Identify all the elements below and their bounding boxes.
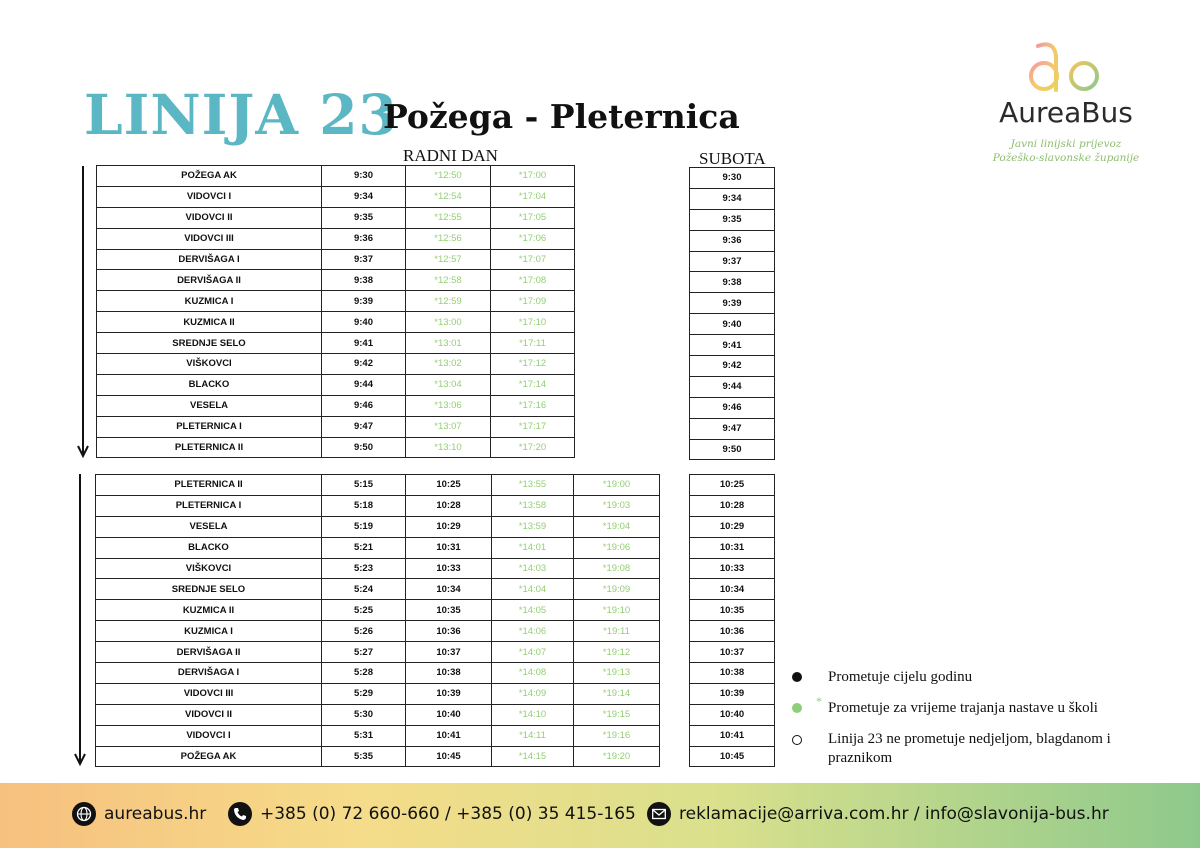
departure-time: *19:08 bbox=[574, 558, 660, 579]
table-row bbox=[96, 642, 660, 663]
saturday-time: 9:40 bbox=[690, 314, 775, 335]
departure-time: *13:06 bbox=[406, 395, 491, 416]
departure-time: *14:01 bbox=[492, 537, 574, 558]
asterisk-mark: * bbox=[816, 694, 822, 708]
saturday-time: 9:37 bbox=[690, 251, 775, 272]
departure-time: 9:35 bbox=[322, 207, 406, 228]
legend-school-text: Prometuje za vrijeme trajanja nastave u školi bbox=[828, 700, 1098, 716]
departure-time: *13:01 bbox=[406, 333, 491, 354]
table-row bbox=[97, 395, 575, 416]
departure-time: *17:12 bbox=[491, 354, 575, 375]
direction-arrow-down-icon bbox=[73, 474, 87, 768]
departure-time: *13:04 bbox=[406, 374, 491, 395]
direction-arrow-down-icon bbox=[76, 166, 90, 460]
logo-mark-icon bbox=[1026, 38, 1106, 94]
route-title: Požega - Pleternica bbox=[383, 97, 740, 136]
saturday-time: 10:39 bbox=[690, 683, 775, 704]
departure-time: *12:55 bbox=[406, 207, 491, 228]
globe-icon bbox=[72, 802, 96, 826]
departure-time: *19:10 bbox=[574, 600, 660, 621]
departure-time: 10:41 bbox=[406, 725, 492, 746]
logo-tagline-2: Požeško-slavonske županije bbox=[992, 152, 1140, 164]
company-logo bbox=[990, 38, 1142, 165]
website-link[interactable]: aureabus.hr bbox=[104, 804, 207, 824]
stop-name: PLETERNICA I bbox=[97, 416, 322, 437]
outbound-weekday-table bbox=[96, 165, 575, 458]
table-row bbox=[690, 746, 775, 767]
stop-name: VESELA bbox=[97, 395, 322, 416]
table-row bbox=[97, 228, 575, 249]
stop-name: DERVIŠAGA I bbox=[96, 663, 322, 684]
table-row bbox=[97, 312, 575, 333]
departure-time: *14:06 bbox=[492, 621, 574, 642]
departure-time: *19:16 bbox=[574, 725, 660, 746]
departure-time: *17:00 bbox=[491, 166, 575, 187]
phone-icon bbox=[228, 802, 252, 826]
departure-time: 5:26 bbox=[322, 621, 406, 642]
stop-name: SREDNJE SELO bbox=[97, 333, 322, 354]
saturday-time: 9:41 bbox=[690, 335, 775, 356]
departure-time: *17:14 bbox=[491, 374, 575, 395]
departure-time: 9:37 bbox=[322, 249, 406, 270]
departure-time: 5:24 bbox=[322, 579, 406, 600]
table-row bbox=[97, 270, 575, 291]
stop-name: PLETERNICA I bbox=[96, 495, 322, 516]
saturday-time: 9:50 bbox=[690, 439, 775, 460]
departure-time: 10:31 bbox=[406, 537, 492, 558]
table-row bbox=[97, 166, 575, 187]
mail-icon bbox=[647, 802, 671, 826]
table-row bbox=[96, 600, 660, 621]
departure-time: 5:23 bbox=[322, 558, 406, 579]
stop-name: VIDOVCI I bbox=[97, 186, 322, 207]
table-row bbox=[690, 209, 775, 230]
saturday-time: 10:25 bbox=[690, 475, 775, 496]
departure-time: 5:27 bbox=[322, 642, 406, 663]
departure-time: 9:36 bbox=[322, 228, 406, 249]
table-row bbox=[97, 437, 575, 458]
table-row bbox=[690, 356, 775, 377]
footer-phone[interactable] bbox=[228, 801, 636, 827]
departure-time: 10:37 bbox=[406, 642, 492, 663]
table-row bbox=[96, 746, 660, 767]
departure-time: 9:38 bbox=[322, 270, 406, 291]
stop-name: PLETERNICA II bbox=[97, 437, 322, 458]
departure-time: *12:50 bbox=[406, 166, 491, 187]
table-row bbox=[690, 439, 775, 460]
stop-name: VESELA bbox=[96, 516, 322, 537]
table-row bbox=[690, 230, 775, 251]
stop-name: VIDOVCI III bbox=[96, 683, 322, 704]
departure-time: 9:47 bbox=[322, 416, 406, 437]
departure-time: *14:07 bbox=[492, 642, 574, 663]
table-row bbox=[96, 579, 660, 600]
saturday-time: 9:35 bbox=[690, 209, 775, 230]
table-row bbox=[96, 621, 660, 642]
stop-name: DERVIŠAGA II bbox=[97, 270, 322, 291]
departure-time: *19:00 bbox=[574, 475, 660, 496]
table-row bbox=[690, 293, 775, 314]
departure-time: 9:40 bbox=[322, 312, 406, 333]
departure-time: *14:15 bbox=[492, 746, 574, 767]
outbound-saturday-table bbox=[689, 167, 775, 460]
saturday-time: 9:42 bbox=[690, 356, 775, 377]
departure-time: *13:02 bbox=[406, 354, 491, 375]
saturday-time: 10:29 bbox=[690, 516, 775, 537]
departure-time: *19:15 bbox=[574, 704, 660, 725]
footer-website[interactable] bbox=[72, 801, 206, 827]
departure-time: *19:13 bbox=[574, 663, 660, 684]
departure-time: 9:44 bbox=[322, 374, 406, 395]
departure-time: *12:58 bbox=[406, 270, 491, 291]
departure-time: 10:35 bbox=[406, 600, 492, 621]
table-row bbox=[690, 537, 775, 558]
table-row bbox=[97, 333, 575, 354]
departure-time: *19:03 bbox=[574, 495, 660, 516]
departure-time: 10:45 bbox=[406, 746, 492, 767]
departure-time: *13:58 bbox=[492, 495, 574, 516]
legend-item-school bbox=[790, 694, 1150, 718]
table-row bbox=[97, 354, 575, 375]
legend-item-note bbox=[790, 730, 1150, 768]
departure-time: 10:25 bbox=[406, 475, 492, 496]
stop-name: POŽEGA AK bbox=[96, 746, 322, 767]
table-row bbox=[96, 725, 660, 746]
departure-time: 10:38 bbox=[406, 663, 492, 684]
departure-time: 5:29 bbox=[322, 683, 406, 704]
departure-time: 5:30 bbox=[322, 704, 406, 725]
departure-time: 10:40 bbox=[406, 704, 492, 725]
departure-time: *14:05 bbox=[492, 600, 574, 621]
logo-tagline-1: Javni linijski prijevoz bbox=[1010, 138, 1122, 150]
departure-time: *14:03 bbox=[492, 558, 574, 579]
stop-name: POŽEGA AK bbox=[97, 166, 322, 187]
table-row bbox=[690, 600, 775, 621]
departure-time: *13:00 bbox=[406, 312, 491, 333]
stop-name: SREDNJE SELO bbox=[96, 579, 322, 600]
inbound-saturday-table bbox=[689, 474, 775, 767]
stop-name: VIDOVCI I bbox=[96, 725, 322, 746]
legend-all-year-text: Prometuje cijelu godinu bbox=[828, 669, 973, 685]
departure-time: *17:09 bbox=[491, 291, 575, 312]
saturday-label: SUBOTA bbox=[699, 149, 766, 168]
departure-time: 5:31 bbox=[322, 725, 406, 746]
table-row bbox=[96, 558, 660, 579]
departure-time: 9:30 bbox=[322, 166, 406, 187]
departure-time: *17:04 bbox=[491, 186, 575, 207]
saturday-time: 9:47 bbox=[690, 418, 775, 439]
departure-time: *14:04 bbox=[492, 579, 574, 600]
saturday-time: 9:38 bbox=[690, 272, 775, 293]
table-row bbox=[97, 416, 575, 437]
saturday-time: 10:31 bbox=[690, 537, 775, 558]
saturday-time: 9:36 bbox=[690, 230, 775, 251]
departure-time: *14:10 bbox=[492, 704, 574, 725]
departure-time: 10:36 bbox=[406, 621, 492, 642]
table-row bbox=[690, 272, 775, 293]
saturday-time: 10:33 bbox=[690, 558, 775, 579]
departure-time: *13:55 bbox=[492, 475, 574, 496]
departure-time: *19:04 bbox=[574, 516, 660, 537]
departure-time: *19:20 bbox=[574, 746, 660, 767]
saturday-time: 10:35 bbox=[690, 600, 775, 621]
table-row bbox=[690, 475, 775, 496]
email-addresses[interactable]: reklamacije@arriva.com.hr / info@slavonija-bus.hr bbox=[679, 804, 1109, 824]
departure-time: *17:08 bbox=[491, 270, 575, 291]
stop-name: KUZMICA II bbox=[96, 600, 322, 621]
departure-time: *17:16 bbox=[491, 395, 575, 416]
departure-time: *12:57 bbox=[406, 249, 491, 270]
table-row bbox=[690, 579, 775, 600]
departure-time: 9:34 bbox=[322, 186, 406, 207]
departure-time: 5:19 bbox=[322, 516, 406, 537]
departure-time: 5:35 bbox=[322, 746, 406, 767]
table-row bbox=[96, 495, 660, 516]
departure-time: *17:07 bbox=[491, 249, 575, 270]
departure-time: *13:07 bbox=[406, 416, 491, 437]
table-row bbox=[690, 418, 775, 439]
stop-name: VIDOVCI II bbox=[97, 207, 322, 228]
table-row bbox=[690, 516, 775, 537]
departure-time: *17:11 bbox=[491, 333, 575, 354]
green-dot-icon bbox=[792, 703, 802, 713]
departure-time: 5:25 bbox=[322, 600, 406, 621]
table-row bbox=[97, 374, 575, 395]
departure-time: 9:46 bbox=[322, 395, 406, 416]
inbound-weekday-table bbox=[95, 474, 660, 767]
line-title: LINIJA 23 bbox=[84, 82, 398, 147]
departure-time: *13:10 bbox=[406, 437, 491, 458]
legend bbox=[790, 668, 1150, 778]
hollow-dot-icon bbox=[792, 735, 802, 745]
table-row bbox=[690, 704, 775, 725]
table-row bbox=[690, 683, 775, 704]
departure-time: 5:18 bbox=[322, 495, 406, 516]
departure-time: 5:15 bbox=[322, 475, 406, 496]
departure-time: 10:28 bbox=[406, 495, 492, 516]
departure-time: *17:17 bbox=[491, 416, 575, 437]
table-row bbox=[690, 558, 775, 579]
departure-time: 10:33 bbox=[406, 558, 492, 579]
stop-name: KUZMICA I bbox=[97, 291, 322, 312]
saturday-time: 10:41 bbox=[690, 725, 775, 746]
departure-time: *17:20 bbox=[491, 437, 575, 458]
table-row bbox=[96, 475, 660, 496]
departure-time: 9:41 bbox=[322, 333, 406, 354]
departure-time: *19:11 bbox=[574, 621, 660, 642]
logo-tagline bbox=[990, 137, 1142, 165]
departure-time: 5:28 bbox=[322, 663, 406, 684]
stop-name: KUZMICA II bbox=[97, 312, 322, 333]
logo-name: AureaBus bbox=[999, 96, 1133, 129]
table-row bbox=[96, 663, 660, 684]
table-row bbox=[690, 663, 775, 684]
departure-time: 5:21 bbox=[322, 537, 406, 558]
table-row bbox=[690, 495, 775, 516]
departure-time: *14:08 bbox=[492, 663, 574, 684]
departure-time: *12:56 bbox=[406, 228, 491, 249]
saturday-time: 9:30 bbox=[690, 168, 775, 189]
footer-email[interactable] bbox=[647, 801, 1109, 827]
departure-time: *17:06 bbox=[491, 228, 575, 249]
table-row bbox=[96, 683, 660, 704]
saturday-time: 10:40 bbox=[690, 704, 775, 725]
stop-name: DERVIŠAGA II bbox=[96, 642, 322, 663]
departure-time: 10:34 bbox=[406, 579, 492, 600]
stop-name: BLACKO bbox=[96, 537, 322, 558]
saturday-time: 10:28 bbox=[690, 495, 775, 516]
table-row bbox=[690, 314, 775, 335]
saturday-time: 9:34 bbox=[690, 188, 775, 209]
table-row bbox=[690, 642, 775, 663]
departure-time: *19:06 bbox=[574, 537, 660, 558]
saturday-time: 9:44 bbox=[690, 376, 775, 397]
stop-name: KUZMICA I bbox=[96, 621, 322, 642]
legend-note-text: Linija 23 ne prometuje nedjeljom, blagdanom i praznikom bbox=[828, 731, 1111, 766]
table-row bbox=[97, 249, 575, 270]
departure-time: *17:05 bbox=[491, 207, 575, 228]
table-row bbox=[690, 621, 775, 642]
stop-name: PLETERNICA II bbox=[96, 475, 322, 496]
departure-time: 9:42 bbox=[322, 354, 406, 375]
departure-time: *19:12 bbox=[574, 642, 660, 663]
departure-time: 9:39 bbox=[322, 291, 406, 312]
departure-time: *19:14 bbox=[574, 683, 660, 704]
saturday-time: 9:46 bbox=[690, 397, 775, 418]
saturday-time: 10:34 bbox=[690, 579, 775, 600]
departure-time: 9:50 bbox=[322, 437, 406, 458]
table-row bbox=[690, 168, 775, 189]
stop-name: VIDOVCI II bbox=[96, 704, 322, 725]
stop-name: VIDOVCI III bbox=[97, 228, 322, 249]
saturday-time: 10:45 bbox=[690, 746, 775, 767]
departure-time: *13:59 bbox=[492, 516, 574, 537]
departure-time: *19:09 bbox=[574, 579, 660, 600]
legend-item-all-year bbox=[790, 668, 1150, 687]
stop-name: VIŠKOVCI bbox=[97, 354, 322, 375]
table-row bbox=[690, 335, 775, 356]
saturday-time: 9:39 bbox=[690, 293, 775, 314]
table-row bbox=[97, 186, 575, 207]
departure-time: *14:09 bbox=[492, 683, 574, 704]
footer bbox=[0, 783, 1200, 848]
saturday-time: 10:37 bbox=[690, 642, 775, 663]
black-dot-icon bbox=[792, 672, 802, 682]
saturday-time: 10:36 bbox=[690, 621, 775, 642]
departure-time: *14:11 bbox=[492, 725, 574, 746]
table-row bbox=[690, 251, 775, 272]
stop-name: VIŠKOVCI bbox=[96, 558, 322, 579]
table-row bbox=[96, 537, 660, 558]
saturday-time: 10:38 bbox=[690, 663, 775, 684]
departure-time: *12:54 bbox=[406, 186, 491, 207]
stop-name: BLACKO bbox=[97, 374, 322, 395]
table-row bbox=[97, 291, 575, 312]
departure-time: 10:29 bbox=[406, 516, 492, 537]
departure-time: 10:39 bbox=[406, 683, 492, 704]
stop-name: DERVIŠAGA I bbox=[97, 249, 322, 270]
table-row bbox=[690, 376, 775, 397]
table-row bbox=[690, 397, 775, 418]
departure-time: *12:59 bbox=[406, 291, 491, 312]
table-row bbox=[96, 516, 660, 537]
table-row bbox=[690, 188, 775, 209]
table-row bbox=[97, 207, 575, 228]
table-row bbox=[690, 725, 775, 746]
phone-numbers[interactable]: +385 (0) 72 660-660 / +385 (0) 35 415-165 bbox=[260, 804, 636, 824]
weekday-label: RADNI DAN bbox=[403, 146, 498, 165]
table-row bbox=[96, 704, 660, 725]
departure-time: *17:10 bbox=[491, 312, 575, 333]
